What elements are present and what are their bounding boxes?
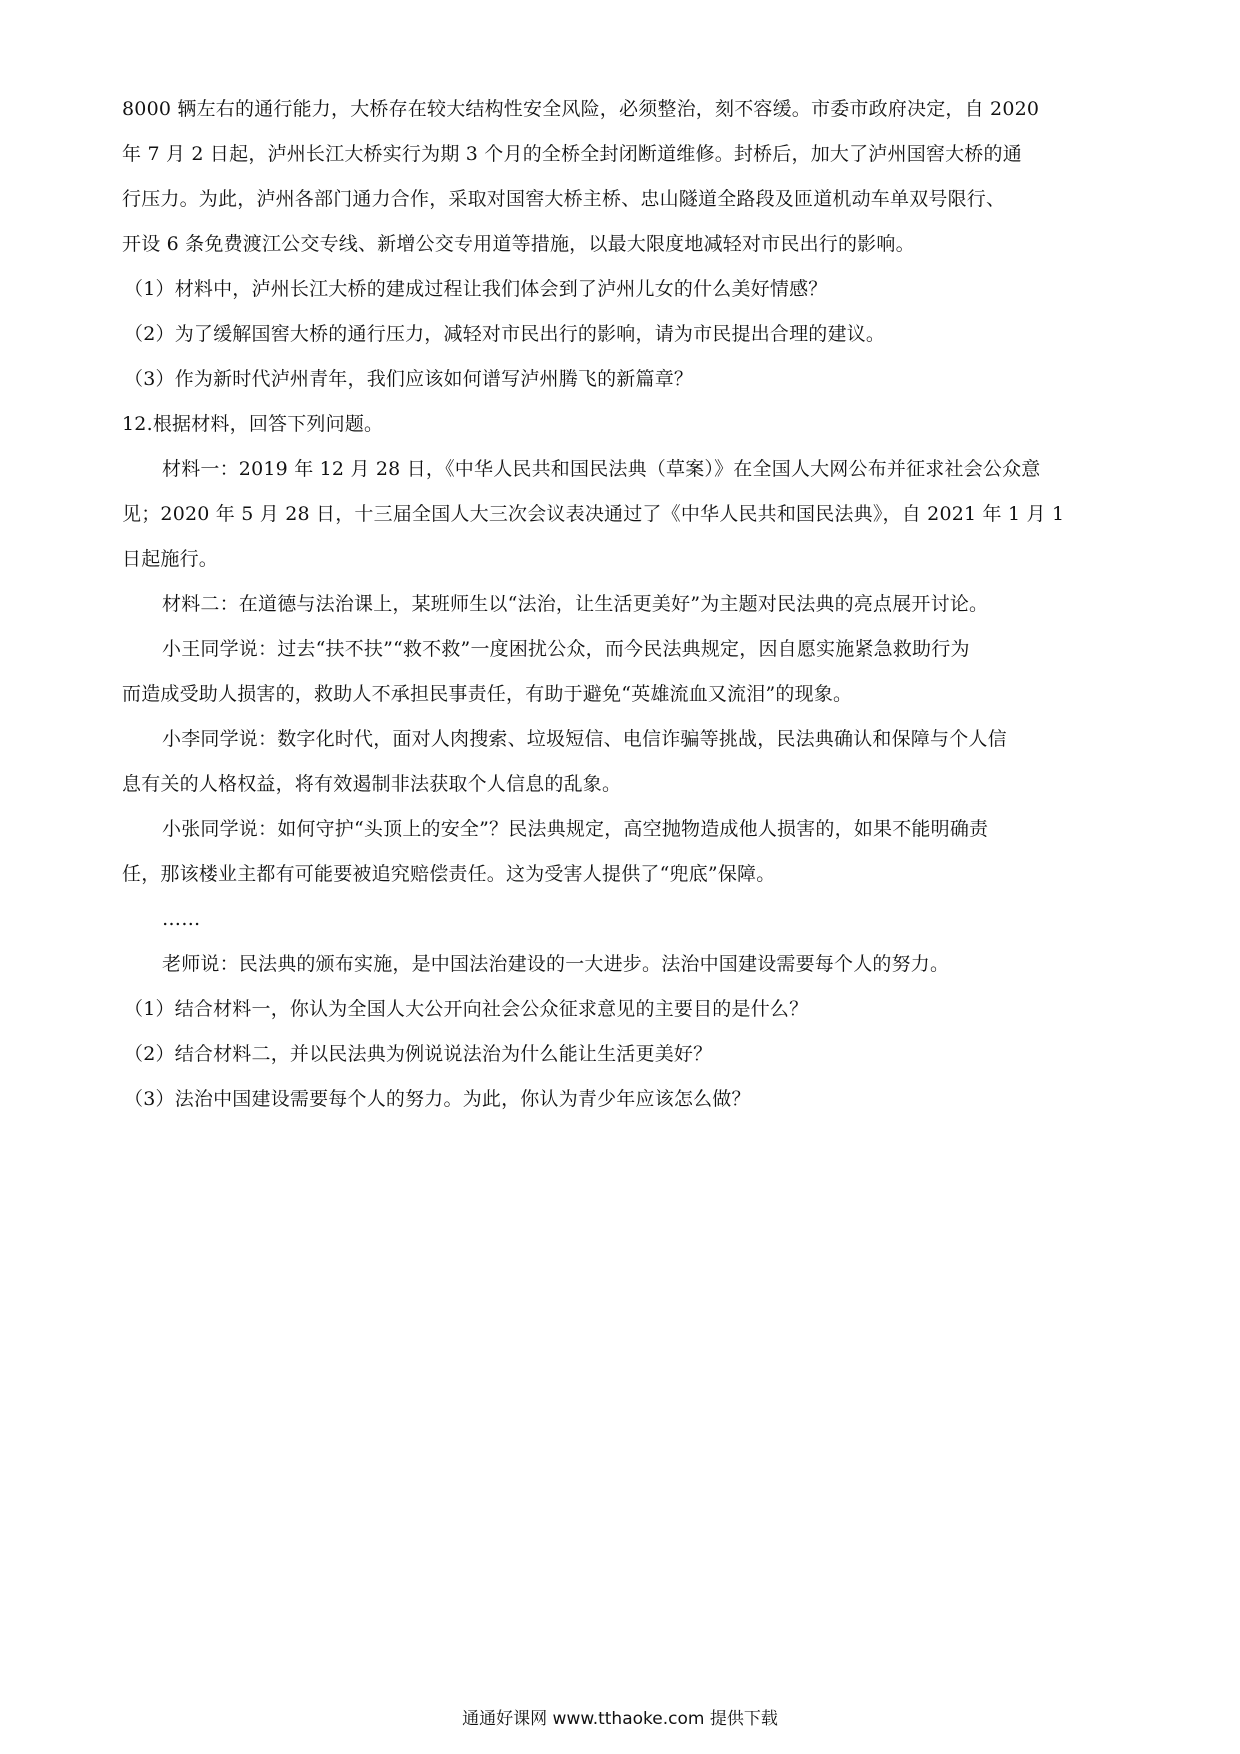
q11-subquestion-2: （2）为了缓解国窖大桥的通行压力，减轻对市民出行的影响，请为市民提出合理的建议。 — [124, 323, 886, 345]
q12-material2-intro: 材料二：在道德与法治课上，某班师生以“法治，让生活更美好”为主题对民法典的亮点展开讨论。 — [162, 593, 989, 615]
q12-material1-line-1: 材料一：2019 年 12 月 28 日，《中华人民共和国民法典（草案）》在全国人大网公布并征求社会公众意 — [162, 458, 1041, 480]
continuation-line-2: 年 7 月 2 日起，泸州长江大桥实行为期 3 个月的全桥全封闭断道维修。封桥后，加大了泸州国窖大桥的通 — [122, 143, 1022, 165]
q12-li-line-1: 小李同学说：数字化时代，面对人肉搜索、垃圾短信、电信诈骗等挑战，民法典确认和保障与个人信 — [162, 728, 1007, 750]
continuation-line-1: 8000 辆左右的通行能力，大桥存在较大结构性安全风险，必须整治，刻不容缓。市委市政府决定，自 2020 — [122, 98, 1040, 120]
q11-subquestion-3: （3）作为新时代泸州青年，我们应该如何谱写泸州腾飞的新篇章？ — [124, 368, 694, 390]
q12-teacher: 老师说：民法典的颁布实施，是中国法治建设的一大进步。法治中国建设需要每个人的努力。 — [162, 953, 950, 975]
page-footer: 通通好课网 www.tthaoke.com 提供下载 — [462, 1709, 778, 1729]
q11-subquestion-1: （1）材料中，泸州长江大桥的建成过程让我们体会到了泸州儿女的什么美好情感？ — [124, 278, 828, 300]
q12-heading: 12.根据材料，回答下列问题。 — [122, 413, 384, 435]
q12-material1-line-2: 见；2020 年 5 月 28 日，十三届全国人大三次会议表决通过了《中华人民共和国民法典》，自 2021 年 1 月 1 — [122, 503, 1065, 525]
q12-wang-line-2: 而造成受助人损害的，救助人不承担民事责任，有助于避免“英雄流血又流泪”的现象。 — [122, 683, 853, 705]
q12-subquestion-2: （2）结合材料二，并以民法典为例说说法治为什么能让生活更美好？ — [124, 1043, 713, 1065]
q12-subquestion-1: （1）结合材料一，你认为全国人大公开向社会公众征求意见的主要目的是什么？ — [124, 998, 809, 1020]
q12-wang-line-1: 小王同学说：过去“扶不扶”“救不救”一度困扰公众，而今民法典规定，因自愿实施紧急救助行为 — [162, 638, 970, 660]
q12-subquestion-3: （3）法治中国建设需要每个人的努力。为此，你认为青少年应该怎么做？ — [124, 1088, 751, 1110]
q12-li-line-2: 息有关的人格权益，将有效遏制非法获取个人信息的乱象。 — [122, 773, 622, 795]
continuation-line-4: 开设 6 条免费渡江公交专线、新增公交专用道等措施，以最大限度地减轻对市民出行的影响。 — [122, 233, 915, 255]
q12-zhang-line-2: 任，那该楼业主都有可能要被追究赔偿责任。这为受害人提供了“兜底”保障。 — [122, 863, 776, 885]
q12-ellipsis: …… — [162, 908, 201, 930]
continuation-line-3: 行压力。为此，泸州各部门通力合作，采取对国窖大桥主桥、忠山隧道全路段及匝道机动车单双号限行、 — [122, 188, 1006, 210]
q12-zhang-line-1: 小张同学说：如何守护“头顶上的安全”？民法典规定，高空抛物造成他人损害的，如果不能明确责 — [162, 818, 989, 840]
q12-material1-line-3: 日起施行。 — [122, 548, 219, 570]
